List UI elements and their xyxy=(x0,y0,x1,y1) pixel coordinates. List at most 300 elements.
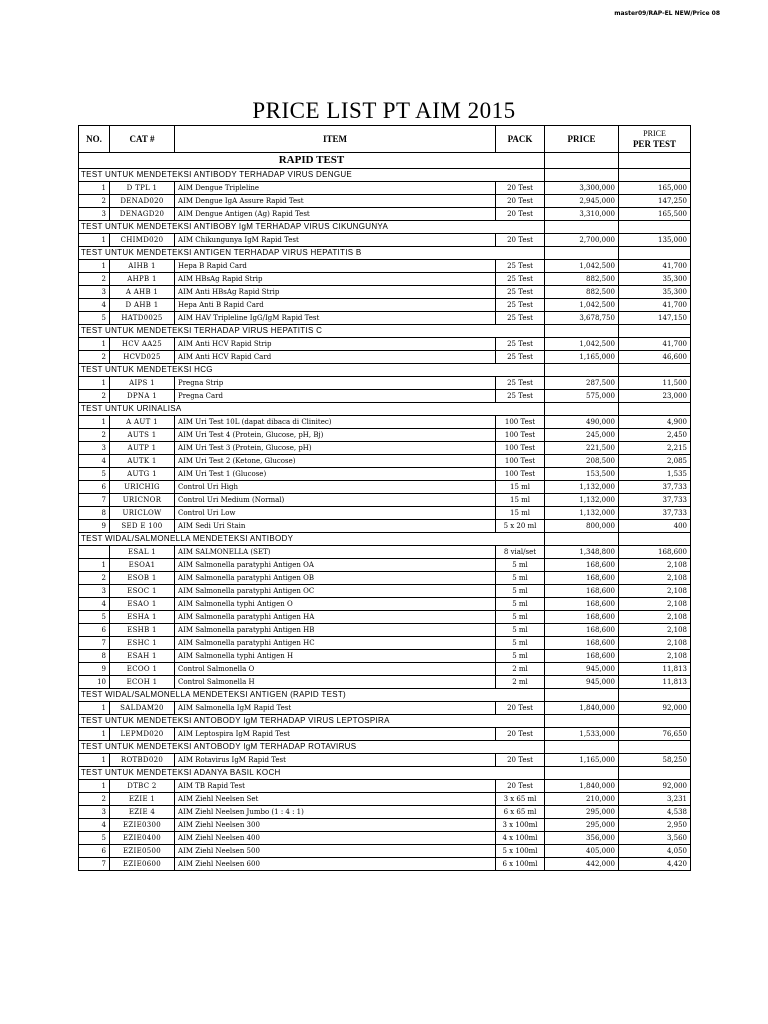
cat-number: A AHB 1 xyxy=(110,286,175,299)
empty-cell xyxy=(545,221,619,234)
table-row xyxy=(79,494,691,507)
item-name: Control Salmonella H xyxy=(175,676,496,689)
price: 1,132,000 xyxy=(545,507,619,520)
cat-number: EZIE 1 xyxy=(110,793,175,806)
table-row xyxy=(79,728,691,741)
price-per-test: 3,231 xyxy=(619,793,691,806)
pack-size: 20 Test xyxy=(496,182,545,195)
price-per-test: 400 xyxy=(619,520,691,533)
item-name: AIM Dengue Tripleline xyxy=(175,182,496,195)
price: 295,000 xyxy=(545,806,619,819)
item-name: AIM Anti HBsAg Rapid Strip xyxy=(175,286,496,299)
row-no: 5 xyxy=(79,611,110,624)
pack-size: 6 x 65 ml xyxy=(496,806,545,819)
item-name: Control Uri Medium (Normal) xyxy=(175,494,496,507)
cat-number: LEPMD020 xyxy=(110,728,175,741)
price: 490,000 xyxy=(545,416,619,429)
cat-number: EZIE 4 xyxy=(110,806,175,819)
price-per-test: 4,900 xyxy=(619,416,691,429)
price: 1,132,000 xyxy=(545,494,619,507)
price-per-test: 1,535 xyxy=(619,468,691,481)
column-header-pack: PACK xyxy=(496,126,545,153)
price: 3,310,000 xyxy=(545,208,619,221)
price-per-test: 2,108 xyxy=(619,598,691,611)
cat-number: URICHIG xyxy=(110,481,175,494)
price-per-test: 147,250 xyxy=(619,195,691,208)
section-title: TEST UNTUK MENDETEKSI ANTOBODY IgM TERHADAP ROTAVIRUS xyxy=(79,741,545,754)
price: 945,000 xyxy=(545,676,619,689)
row-no: 7 xyxy=(79,494,110,507)
row-no: 2 xyxy=(79,195,110,208)
price: 575,000 xyxy=(545,390,619,403)
cat-number: AUTK 1 xyxy=(110,455,175,468)
page-title: PRICE LIST PT AIM 2015 xyxy=(252,98,516,123)
cat-number: ESHB 1 xyxy=(110,624,175,637)
table-row xyxy=(79,208,691,221)
cat-number: EZIE0600 xyxy=(110,858,175,871)
pack-size: 3 x 65 ml xyxy=(496,793,545,806)
price-per-test: 3,560 xyxy=(619,832,691,845)
cat-number: A AUT 1 xyxy=(110,416,175,429)
row-no: 2 xyxy=(79,390,110,403)
table-row xyxy=(79,793,691,806)
item-name: AIM Anti HCV Rapid Strip xyxy=(175,338,496,351)
table-row xyxy=(79,559,691,572)
pack-size: 4 x 100ml xyxy=(496,832,545,845)
rapid-test-title: RAPID TEST xyxy=(79,153,545,169)
cat-number: ESAO 1 xyxy=(110,598,175,611)
pack-size: 5 ml xyxy=(496,637,545,650)
cat-number: ESOA1 xyxy=(110,559,175,572)
section-title: TEST UNTUK MENDETEKSI ADANYA BASIL KOCH xyxy=(79,767,545,780)
row-no: 1 xyxy=(79,234,110,247)
price-per-test: 2,108 xyxy=(619,624,691,637)
pack-size: 5 ml xyxy=(496,559,545,572)
table-row xyxy=(79,299,691,312)
item-name: Hepa Anti B Rapid Card xyxy=(175,299,496,312)
price-per-test: 23,000 xyxy=(619,390,691,403)
price-per-test: 165,000 xyxy=(619,182,691,195)
empty-cell xyxy=(619,741,691,754)
row-no: 3 xyxy=(79,442,110,455)
price: 405,000 xyxy=(545,845,619,858)
table-row xyxy=(79,182,691,195)
price: 208,500 xyxy=(545,455,619,468)
item-name: AIM Salmonella paratyphi Antigen OC xyxy=(175,585,496,598)
row-no: 5 xyxy=(79,468,110,481)
empty-cell xyxy=(545,533,619,546)
price: 168,600 xyxy=(545,650,619,663)
cat-number: ESHC 1 xyxy=(110,637,175,650)
item-name: AIM Uri Test 1 (Glucose) xyxy=(175,468,496,481)
cat-number: D AHB 1 xyxy=(110,299,175,312)
item-name: AIM Salmonella paratyphi Antigen HB xyxy=(175,624,496,637)
price: 168,600 xyxy=(545,637,619,650)
price-per-test: 2,108 xyxy=(619,611,691,624)
pack-size: 25 Test xyxy=(496,312,545,325)
pack-size: 5 ml xyxy=(496,572,545,585)
row-no: 2 xyxy=(79,273,110,286)
pack-size: 20 Test xyxy=(496,702,545,715)
price-per-test: 92,000 xyxy=(619,702,691,715)
cat-number: DENAD020 xyxy=(110,195,175,208)
price: 210,000 xyxy=(545,793,619,806)
pack-size: 5 ml xyxy=(496,624,545,637)
price: 295,000 xyxy=(545,819,619,832)
pack-size: 25 Test xyxy=(496,299,545,312)
row-no: 4 xyxy=(79,299,110,312)
item-name: AIM Chikungunya IgM Rapid Test xyxy=(175,234,496,247)
row-no: 5 xyxy=(79,312,110,325)
pack-size: 5 ml xyxy=(496,585,545,598)
cat-number: ROTBD020 xyxy=(110,754,175,767)
price-per-test: 2,085 xyxy=(619,455,691,468)
cat-number: ESHA 1 xyxy=(110,611,175,624)
table-row xyxy=(79,598,691,611)
cat-number: AIPS 1 xyxy=(110,377,175,390)
price-per-test: 2,108 xyxy=(619,585,691,598)
cat-number: EZIE0300 xyxy=(110,819,175,832)
price-per-test: 37,733 xyxy=(619,481,691,494)
row-no: 2 xyxy=(79,572,110,585)
item-name: AIM Rotavirus IgM Rapid Test xyxy=(175,754,496,767)
empty-cell xyxy=(545,715,619,728)
price: 1,165,000 xyxy=(545,754,619,767)
column-header-cat: CAT # xyxy=(110,126,175,153)
price-per-test: 4,050 xyxy=(619,845,691,858)
item-name: Control Salmonella O xyxy=(175,663,496,676)
row-no: 3 xyxy=(79,208,110,221)
pack-size: 20 Test xyxy=(496,780,545,793)
section-header-row xyxy=(79,221,691,234)
table-row xyxy=(79,234,691,247)
empty-cell xyxy=(619,221,691,234)
pack-size: 5 ml xyxy=(496,650,545,663)
cat-number: ESAH 1 xyxy=(110,650,175,663)
pack-size: 5 ml xyxy=(496,598,545,611)
item-name: AIM TB Rapid Test xyxy=(175,780,496,793)
empty-cell xyxy=(545,403,619,416)
price: 168,600 xyxy=(545,585,619,598)
price-per-test: 2,450 xyxy=(619,429,691,442)
item-name: AIM Ziehl Neelsen 500 xyxy=(175,845,496,858)
empty-cell xyxy=(545,741,619,754)
empty-cell xyxy=(545,325,619,338)
section-header-row xyxy=(79,689,691,702)
section-title: TEST UNTUK MENDETEKSI ANTOBODY IgM TERHADAP VIRUS LEPTOSPIRA xyxy=(79,715,545,728)
row-no: 1 xyxy=(79,754,110,767)
table-row xyxy=(79,429,691,442)
table-row xyxy=(79,780,691,793)
empty-cell xyxy=(545,767,619,780)
cat-number: URICLOW xyxy=(110,507,175,520)
row-no: 1 xyxy=(79,338,110,351)
row-no: 10 xyxy=(79,676,110,689)
price-per-test: 2,108 xyxy=(619,559,691,572)
pack-size: 3 x 100ml xyxy=(496,819,545,832)
price: 3,678,750 xyxy=(545,312,619,325)
price: 168,600 xyxy=(545,598,619,611)
pack-size: 5 x 100ml xyxy=(496,845,545,858)
column-header-per-test xyxy=(619,126,691,153)
price: 1,840,000 xyxy=(545,702,619,715)
column-header-price: PRICE xyxy=(545,126,619,153)
item-name: AIM Ziehl Neelsen 300 xyxy=(175,819,496,832)
cat-number: DPNA 1 xyxy=(110,390,175,403)
table-row xyxy=(79,650,691,663)
pack-size: 25 Test xyxy=(496,390,545,403)
pack-size: 25 Test xyxy=(496,273,545,286)
row-no xyxy=(79,546,110,559)
pack-size: 20 Test xyxy=(496,195,545,208)
table-row xyxy=(79,845,691,858)
table-row xyxy=(79,442,691,455)
section-header-row xyxy=(79,247,691,260)
empty-cell xyxy=(545,364,619,377)
pack-size: 2 ml xyxy=(496,663,545,676)
row-no: 2 xyxy=(79,351,110,364)
price-per-test: 37,733 xyxy=(619,507,691,520)
table-row xyxy=(79,624,691,637)
item-name: AIM SALMONELLA (SET) xyxy=(175,546,496,559)
item-name: AIM Dengue IgA Assure Rapid Test xyxy=(175,195,496,208)
empty-cell xyxy=(619,169,691,182)
table-row xyxy=(79,195,691,208)
item-name: AIM Salmonella paratyphi Antigen HC xyxy=(175,637,496,650)
table-row xyxy=(79,260,691,273)
price-per-test: 165,500 xyxy=(619,208,691,221)
table-row xyxy=(79,286,691,299)
pack-size: 100 Test xyxy=(496,429,545,442)
row-no: 3 xyxy=(79,286,110,299)
table-row xyxy=(79,507,691,520)
pack-size: 2 ml xyxy=(496,676,545,689)
price-per-test: 76,650 xyxy=(619,728,691,741)
table-row xyxy=(79,611,691,624)
price-per-test: 35,300 xyxy=(619,286,691,299)
cat-number: HCV AA25 xyxy=(110,338,175,351)
price: 442,000 xyxy=(545,858,619,871)
table-row xyxy=(79,702,691,715)
cat-number: SALDAM20 xyxy=(110,702,175,715)
section-header-row xyxy=(79,715,691,728)
price: 287,500 xyxy=(545,377,619,390)
row-no: 7 xyxy=(79,637,110,650)
per-test-bottom: PER TEST xyxy=(632,139,677,149)
price: 168,600 xyxy=(545,611,619,624)
item-name: Pregna Strip xyxy=(175,377,496,390)
item-name: AIM Anti HCV Rapid Card xyxy=(175,351,496,364)
table-row xyxy=(79,806,691,819)
cat-number: ESAL 1 xyxy=(110,546,175,559)
document-reference: master09/RAP-EL NEW/Price 08 xyxy=(614,10,720,17)
price-per-test: 58,250 xyxy=(619,754,691,767)
price-per-test: 2,950 xyxy=(619,819,691,832)
row-no: 1 xyxy=(79,182,110,195)
table-row xyxy=(79,377,691,390)
row-no: 6 xyxy=(79,624,110,637)
row-no: 7 xyxy=(79,858,110,871)
item-name: AIM Uri Test 4 (Protein, Glucose, pH, Bj) xyxy=(175,429,496,442)
item-name: AIM Salmonella typhi Antigen O xyxy=(175,598,496,611)
item-name: AIM Dengue Antigen (Ag) Rapid Test xyxy=(175,208,496,221)
item-name: Control Uri Low xyxy=(175,507,496,520)
rapid-test-title-row xyxy=(79,153,691,169)
row-no: 4 xyxy=(79,455,110,468)
price-per-test: 41,700 xyxy=(619,338,691,351)
pack-size: 20 Test xyxy=(496,728,545,741)
section-title: TEST UNTUK MENDETEKSI HCG xyxy=(79,364,545,377)
price-per-test: 35,300 xyxy=(619,273,691,286)
pack-size: 100 Test xyxy=(496,468,545,481)
price-per-test: 92,000 xyxy=(619,780,691,793)
price: 1,042,500 xyxy=(545,338,619,351)
empty-cell xyxy=(545,247,619,260)
item-name: AIM Uri Test 2 (Ketone, Glucose) xyxy=(175,455,496,468)
price: 1,840,000 xyxy=(545,780,619,793)
table-row xyxy=(79,572,691,585)
column-header-item: ITEM xyxy=(175,126,496,153)
item-name: AIM Ziehl Neelsen 400 xyxy=(175,832,496,845)
cat-number: D TPL 1 xyxy=(110,182,175,195)
price: 945,000 xyxy=(545,663,619,676)
price: 245,000 xyxy=(545,429,619,442)
row-no: 1 xyxy=(79,559,110,572)
row-no: 6 xyxy=(79,845,110,858)
pack-size: 25 Test xyxy=(496,351,545,364)
row-no: 3 xyxy=(79,806,110,819)
pack-size: 20 Test xyxy=(496,754,545,767)
pack-size: 100 Test xyxy=(496,416,545,429)
item-name: AIM Salmonella paratyphi Antigen OB xyxy=(175,572,496,585)
cat-number: HATD0025 xyxy=(110,312,175,325)
price-per-test: 41,700 xyxy=(619,299,691,312)
price: 1,132,000 xyxy=(545,481,619,494)
cat-number: DENAGD20 xyxy=(110,208,175,221)
pack-size: 20 Test xyxy=(496,208,545,221)
price-per-test: 41,700 xyxy=(619,260,691,273)
table-row xyxy=(79,754,691,767)
table-row xyxy=(79,832,691,845)
pack-size: 8 vial/set xyxy=(496,546,545,559)
pack-size: 25 Test xyxy=(496,286,545,299)
price-per-test: 4,420 xyxy=(619,858,691,871)
row-no: 1 xyxy=(79,416,110,429)
row-no: 1 xyxy=(79,780,110,793)
cat-number: ESOB 1 xyxy=(110,572,175,585)
empty-cell xyxy=(619,689,691,702)
row-no: 8 xyxy=(79,650,110,663)
pack-size: 15 ml xyxy=(496,494,545,507)
cat-number: HCVD025 xyxy=(110,351,175,364)
row-no: 1 xyxy=(79,728,110,741)
cat-number: EZIE0500 xyxy=(110,845,175,858)
price: 1,165,000 xyxy=(545,351,619,364)
price: 3,300,000 xyxy=(545,182,619,195)
price: 168,600 xyxy=(545,559,619,572)
price: 1,348,800 xyxy=(545,546,619,559)
price-per-test: 2,108 xyxy=(619,637,691,650)
empty-cell xyxy=(619,533,691,546)
price-per-test: 11,813 xyxy=(619,663,691,676)
item-name: AIM Ziehl Neelsen 600 xyxy=(175,858,496,871)
row-no: 8 xyxy=(79,507,110,520)
item-name: Pregna Card xyxy=(175,390,496,403)
price: 1,533,000 xyxy=(545,728,619,741)
cat-number: AUTS 1 xyxy=(110,429,175,442)
price-per-test: 46,600 xyxy=(619,351,691,364)
item-name: AIM Salmonella typhi Antigen H xyxy=(175,650,496,663)
empty-cell xyxy=(619,715,691,728)
item-name: AIM HAV Tripleline IgG/IgM Rapid Test xyxy=(175,312,496,325)
cat-number: AHPB 1 xyxy=(110,273,175,286)
price-per-test: 37,733 xyxy=(619,494,691,507)
pack-size: 100 Test xyxy=(496,442,545,455)
column-header-no: NO. xyxy=(79,126,110,153)
empty-cell xyxy=(619,153,691,169)
section-header-row xyxy=(79,741,691,754)
table-row xyxy=(79,390,691,403)
table-row xyxy=(79,312,691,325)
cat-number: AIHB 1 xyxy=(110,260,175,273)
row-no: 4 xyxy=(79,819,110,832)
item-name: AIM Ziehl Neelsen Jumbo (1 : 4 : 1) xyxy=(175,806,496,819)
price: 882,500 xyxy=(545,286,619,299)
cat-number: AUTP 1 xyxy=(110,442,175,455)
table-row xyxy=(79,858,691,871)
empty-cell xyxy=(619,247,691,260)
item-name: AIM Salmonella paratyphi Antigen HA xyxy=(175,611,496,624)
per-test-top: PRICE xyxy=(643,129,666,138)
empty-cell xyxy=(545,153,619,169)
price-per-test: 2,108 xyxy=(619,572,691,585)
cat-number: SED E 100 xyxy=(110,520,175,533)
table-row xyxy=(79,273,691,286)
item-name: AIM Sedi Uri Stain xyxy=(175,520,496,533)
pack-size: 5 x 20 ml xyxy=(496,520,545,533)
row-no: 1 xyxy=(79,377,110,390)
price: 882,500 xyxy=(545,273,619,286)
price: 1,042,500 xyxy=(545,260,619,273)
price: 1,042,500 xyxy=(545,299,619,312)
price-per-test: 135,000 xyxy=(619,234,691,247)
table-row xyxy=(79,416,691,429)
table-row xyxy=(79,663,691,676)
item-name: AIM HBsAg Rapid Strip xyxy=(175,273,496,286)
table-row xyxy=(79,468,691,481)
pack-size: 15 ml xyxy=(496,481,545,494)
item-name: AIM Salmonella IgM Rapid Test xyxy=(175,702,496,715)
price-per-test: 147,150 xyxy=(619,312,691,325)
pack-size: 6 x 100ml xyxy=(496,858,545,871)
price-per-test: 2,215 xyxy=(619,442,691,455)
row-no: 1 xyxy=(79,702,110,715)
cat-number: ESOC 1 xyxy=(110,585,175,598)
section-title: TEST WIDAL/SALMONELLA MENDETEKSI ANTIBODY xyxy=(79,533,545,546)
item-name: AIM Uri Test 10L (dapat dibaca di Clinitec) xyxy=(175,416,496,429)
item-name: Hepa B Rapid Card xyxy=(175,260,496,273)
empty-cell xyxy=(619,767,691,780)
table-row xyxy=(79,676,691,689)
table-row xyxy=(79,637,691,650)
price: 221,500 xyxy=(545,442,619,455)
price: 2,945,000 xyxy=(545,195,619,208)
section-title: TEST UNTUK MENDETEKSI ANTIBODY TERHADAP VIRUS DENGUE xyxy=(79,169,545,182)
pack-size: 5 ml xyxy=(496,611,545,624)
price: 153,500 xyxy=(545,468,619,481)
row-no: 5 xyxy=(79,832,110,845)
table-row xyxy=(79,455,691,468)
